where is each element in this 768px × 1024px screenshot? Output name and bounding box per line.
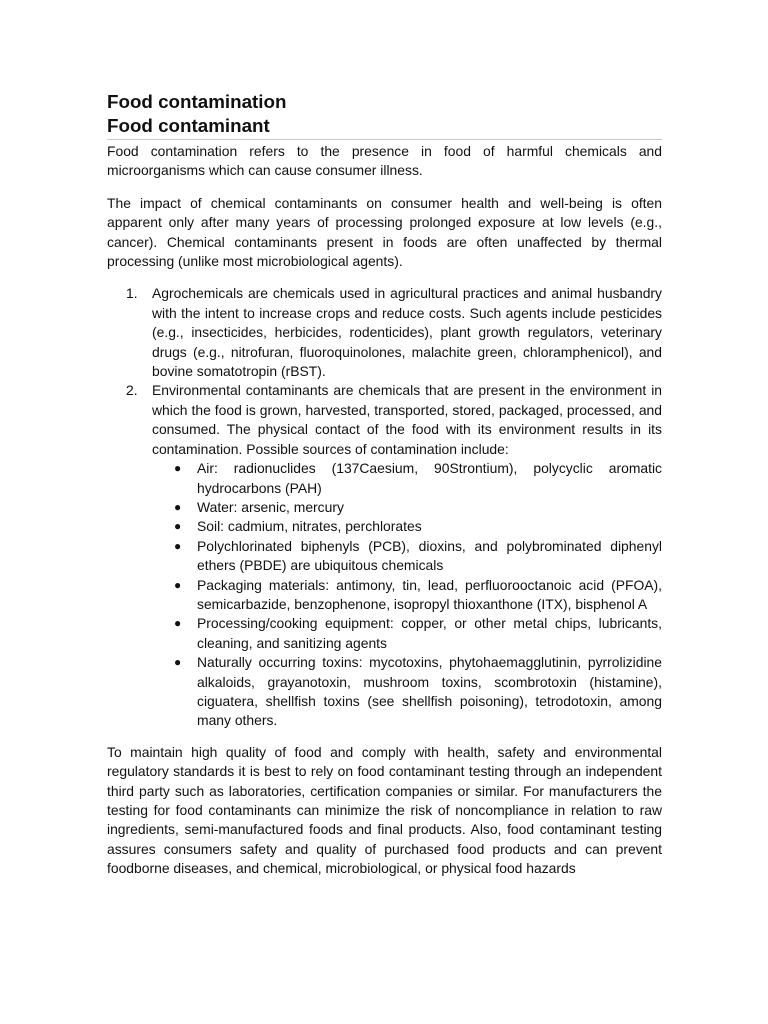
source-item: [174, 459, 662, 498]
source-item: [174, 537, 662, 576]
contaminant-categories-list: [107, 284, 662, 730]
list-item: [126, 284, 662, 381]
source-item-text: Polychlorinated biphenyls (PCB), dioxins, and polybrominated diphenyl ethers (PBDE) are ubiquitous chemicals: [197, 537, 662, 574]
document-page: [107, 90, 662, 879]
source-item: [174, 576, 662, 615]
source-item: [174, 614, 662, 653]
bullet-icon: ●: [174, 538, 182, 553]
bullet-icon: ●: [174, 499, 182, 514]
bullet-icon: ●: [174, 577, 182, 592]
list-item: [126, 381, 662, 730]
source-item: [174, 498, 662, 517]
intro-paragraph: Food contamination refers to the presence in food of harmful chemicals and microorganisms which can cause consumer illness.: [107, 143, 662, 179]
source-item-text: Air: radionuclides (137Caesium, 90Strontium), polycyclic aromatic hydrocarbons (PAH): [197, 460, 662, 496]
bullet-icon: ●: [174, 616, 182, 631]
source-item-text: Water: arsenic, mercury: [197, 498, 344, 515]
bullet-icon: ●: [174, 461, 182, 476]
source-item-text: Packaging materials: antimony, tin, lead, perfluorooctanoic acid (PFOA), semicarbazide, benzophenone, isopropyl thioxanthone (ITX), bisphenol A: [197, 576, 662, 612]
source-item-text: Processing/cooking equipment: copper, or other metal chips, lubricants, cleaning, and sanitizing agents: [197, 615, 662, 651]
list-item-text: Agrochemicals are chemicals used in agricultural practices and animal husbandry with the intent to increase crops and reduce costs. Such agents include pesticides (e.g., insecticides, herbicides, rodenticides), plant growth regulators, veterinary drugs (e.g., nitrofuran, fluoroquinolones, malachite green, chloramphenicol), and bovine somatotropin (rBST).: [152, 285, 662, 380]
list-item-number: 1.: [126, 285, 138, 302]
source-item: [174, 653, 662, 731]
page-title: Food contamination: [107, 91, 287, 112]
bullet-icon: ●: [174, 655, 182, 670]
source-item-text: Soil: cadmium, nitrates, perchlorates: [197, 518, 422, 535]
closing-paragraph: To maintain high quality of food and comply with health, safety and environmental regulatory standards it is best to rely on food contaminant testing through an independent third party such as laboratories, certification companies or similar. For manufacturers the testing for food contaminants can minimize the risk of noncompliance in relation to raw ingredients, semi-manufactured foods and final products. Also, food contaminant testing assures consumers safety and quality of purchased food products and can prevent foodborne diseases, and chemical, microbiological, or physical food hazards: [107, 743, 662, 877]
source-item: [174, 517, 662, 536]
contamination-sources-list: [152, 459, 662, 731]
page-subtitle: Food contaminant: [107, 114, 662, 140]
list-item-text: Environmental contaminants are chemicals that are present in the environment in which the food is grown, harvested, transported, stored, packaged, processed, and consumed. The physical contact of the food with its environment results in its contamination. Possible sources of contamination include:: [152, 382, 662, 457]
list-item-number: 2.: [126, 382, 138, 399]
source-item-text: Naturally occurring toxins: mycotoxins, phytohaemagglutinin, pyrrolizidine alkaloids, grayanotoxin, mushroom toxins, scombrotoxin (histamine), ciguatera, shellfish toxins (see shellfish poisoning), tetrodotoxin, among many others.: [197, 654, 662, 729]
bullet-icon: ●: [174, 519, 182, 534]
impact-paragraph: The impact of chemical contaminants on consumer health and well-being is often apparent only after many years of processing prolonged exposure at low levels (e.g., cancer). Chemical contaminants present in foods are often unaffected by thermal processing (unlike most microbiological agents).: [107, 194, 662, 270]
